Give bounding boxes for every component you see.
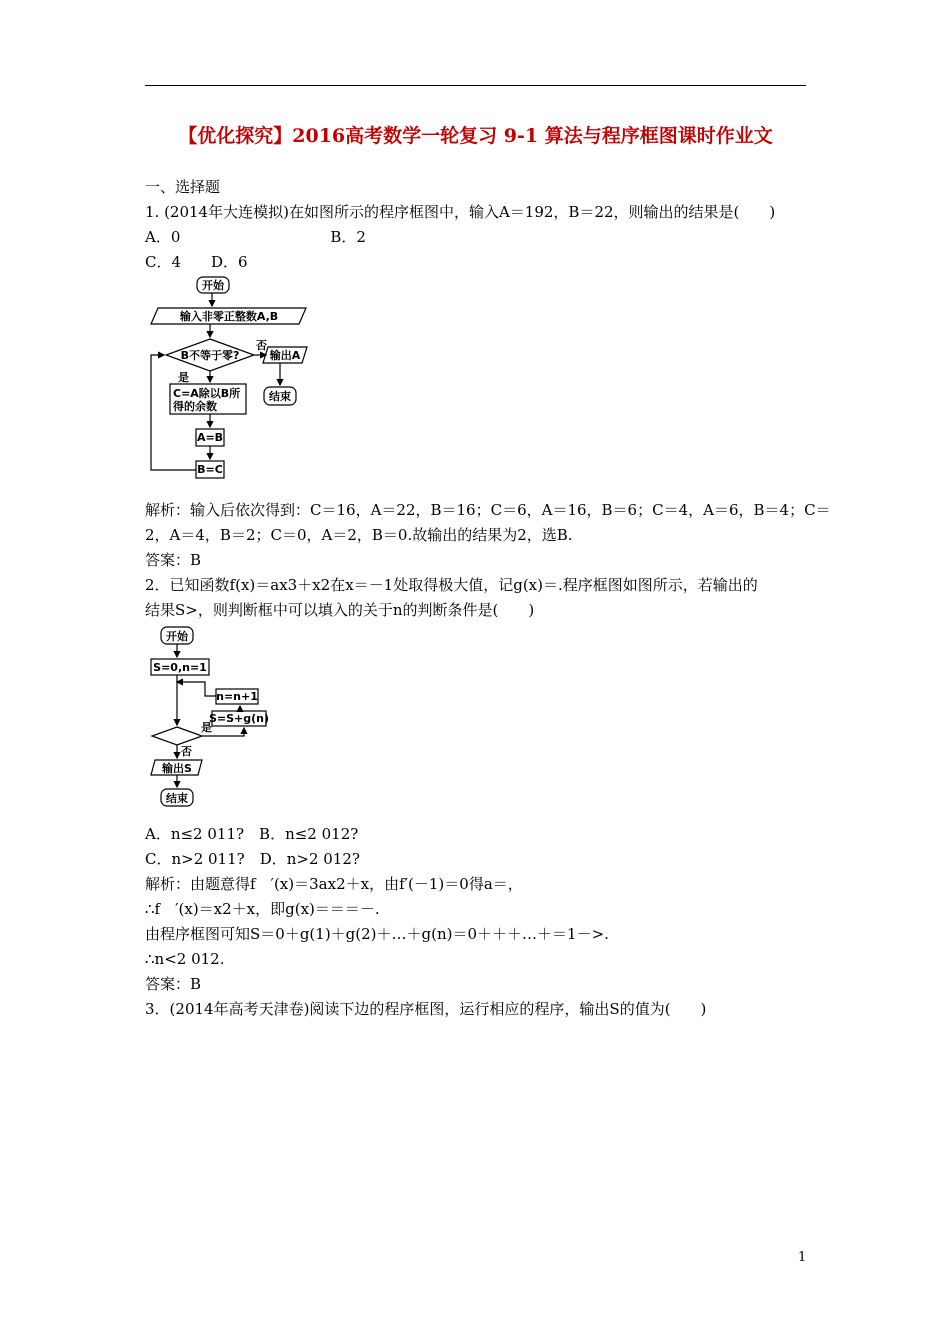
question-2-line1: 2．已知函数f(x)＝ax3＋x2在x＝－1处取得极大值，记g(x)＝.程序框图如图所示，若输出的 xyxy=(145,576,758,594)
fc2-init: S=0,n=1 xyxy=(153,661,207,674)
fc1-no-label: 否 xyxy=(256,339,267,352)
fc1-assign-a: A=B xyxy=(196,431,224,444)
q2-solution-line2: ∴f ′(x)＝x2＋x，即g(x)＝＝＝－. xyxy=(145,900,380,918)
fc2-accumulate: S=S+g(n) xyxy=(208,712,270,725)
fc2-no-label: 否 xyxy=(181,745,192,758)
q2-answer: 答案：B xyxy=(145,975,202,993)
fc2-start: 开始 xyxy=(166,630,188,643)
fc1-output: 输出A xyxy=(269,349,301,362)
fc1-decision: B不等于零? xyxy=(180,349,240,362)
question-1: 1. (2014年大连模拟)在如图所示的程序框图中，输入A＝192，B＝22，则输出的结果是( ) xyxy=(145,203,776,221)
page-number: 1 xyxy=(798,1250,807,1265)
q2-options-ab: A．n≤2 011? B．n≤2 012? xyxy=(145,825,359,843)
fc2-end: 结束 xyxy=(166,792,188,805)
fc2-yes-label: 是 xyxy=(201,721,212,734)
q2-solution-line3: 由程序框图可知S＝0＋g(1)＋g(2)＋…＋g(n)＝0＋＋＋…＋＝1－>. xyxy=(145,925,609,943)
flowchart-1 xyxy=(145,270,345,485)
fc1-end: 结束 xyxy=(269,390,291,403)
fc1-process-line2: 得的余数 xyxy=(173,400,217,413)
q1-options-ab: A．0 B．2 xyxy=(145,228,366,246)
q1-solution-line1: 解析：输入后依次得到：C＝16，A＝22，B＝16；C＝6，A＝16，B＝6；C＝4，A＝6，B＝4；C＝ xyxy=(145,501,831,519)
fc1-input: 输入非零正整数A,B xyxy=(179,310,279,323)
document-title: 【优化探究】2016高考数学一轮复习 9-1 算法与程序框图课时作业文 xyxy=(178,125,773,147)
section-heading: 一、选择题 xyxy=(145,178,221,196)
fc1-process-line1: C=A除以B所 xyxy=(173,387,241,400)
q2-solution-line1: 解析：由题意得f ′(x)＝3ax2＋x，由f′(－1)＝0得a＝， xyxy=(145,875,523,893)
header-rule xyxy=(145,85,806,86)
fc1-assign-b: B=C xyxy=(197,463,223,476)
q1-answer: 答案：B xyxy=(145,551,202,569)
fc2-increment: n=n+1 xyxy=(216,690,258,703)
fc2-output: 输出S xyxy=(162,762,192,775)
fc1-yes-label: 是 xyxy=(178,371,189,384)
question-3: 3．(2014年高考天津卷)阅读下边的程序框图，运行相应的程序，输出S的值为( ) xyxy=(145,1000,707,1018)
q1-options-cd: C．4 D．6 xyxy=(145,253,248,271)
q2-solution-line4: ∴n<2 012. xyxy=(145,950,225,968)
question-2-line2: 结果S>，则判断框中可以填入的关于n的判断条件是( ) xyxy=(145,601,535,619)
q1-solution-line2: 2，A＝4，B＝2；C＝0，A＝2，B＝0.故输出的结果为2，选B. xyxy=(145,526,573,544)
q2-options-cd: C．n>2 011? D．n>2 012? xyxy=(145,850,360,868)
fc1-start: 开始 xyxy=(202,279,224,292)
flowchart-2 xyxy=(145,620,280,815)
